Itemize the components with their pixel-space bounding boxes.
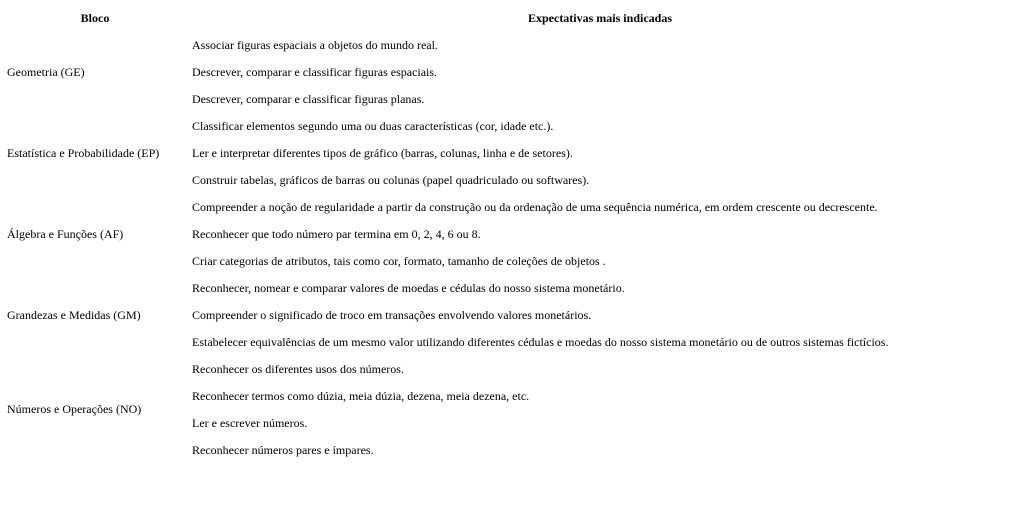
- block-label-numeros: Números e Operações (NO): [7, 402, 142, 416]
- expectation-item: Descrever, comparar e classificar figuras planas.: [192, 92, 425, 106]
- expectation-item: Associar figuras espaciais a objetos do mundo real.: [192, 38, 438, 52]
- block-label-estatistica: Estatística e Probabilidade (EP): [7, 146, 160, 160]
- expectation-item: Reconhecer que todo número par termina em 0, 2, 4, 6 ou 8.: [192, 227, 481, 241]
- expectation-item: Ler e escrever números.: [192, 416, 308, 430]
- header-expectativas: Expectativas mais indicadas: [527, 11, 672, 25]
- header-bloco: Bloco: [80, 11, 110, 25]
- expectation-item: Reconhecer números pares e ímpares.: [192, 443, 374, 457]
- expectation-item: Reconhecer, nomear e comparar valores de moedas e cédulas do nosso sistema monetário.: [192, 281, 625, 295]
- block-label-geometria: Geometria (GE): [7, 65, 85, 79]
- expectation-item: Compreender o significado de troco em transações envolvendo valores monetários.: [192, 308, 592, 322]
- expectation-item: Construir tabelas, gráficos de barras ou colunas (papel quadriculado ou softwares).: [192, 173, 590, 187]
- expectation-item: Descrever, comparar e classificar figuras espaciais.: [192, 65, 438, 79]
- block-label-grandezas: Grandezas e Medidas (GM): [7, 308, 141, 322]
- expectation-item: Reconhecer os diferentes usos dos números.: [192, 362, 404, 376]
- expectation-item: Estabelecer equivalências de um mesmo valor utilizando diferentes cédulas e moedas do nosso sistema monetário ou de outros sistemas fictícios.: [192, 335, 889, 349]
- expectation-item: Compreender a noção de regularidade a partir da construção ou da ordenação de uma sequência numérica, em ordem crescente ou decrescente.: [192, 200, 878, 214]
- expectation-item: Criar categorias de atributos, tais como cor, formato, tamanho de coleções de objetos .: [192, 254, 606, 268]
- expectation-item: Classificar elementos segundo uma ou duas características (cor, idade etc.).: [192, 119, 554, 133]
- expectation-item: Reconhecer termos como dúzia, meia dúzia, dezena, meia dezena, etc.: [192, 389, 530, 403]
- expectation-item: Ler e interpretar diferentes tipos de gráfico (barras, colunas, linha e de setores).: [192, 146, 573, 160]
- block-label-algebra: Álgebra e Funções (AF): [7, 227, 124, 241]
